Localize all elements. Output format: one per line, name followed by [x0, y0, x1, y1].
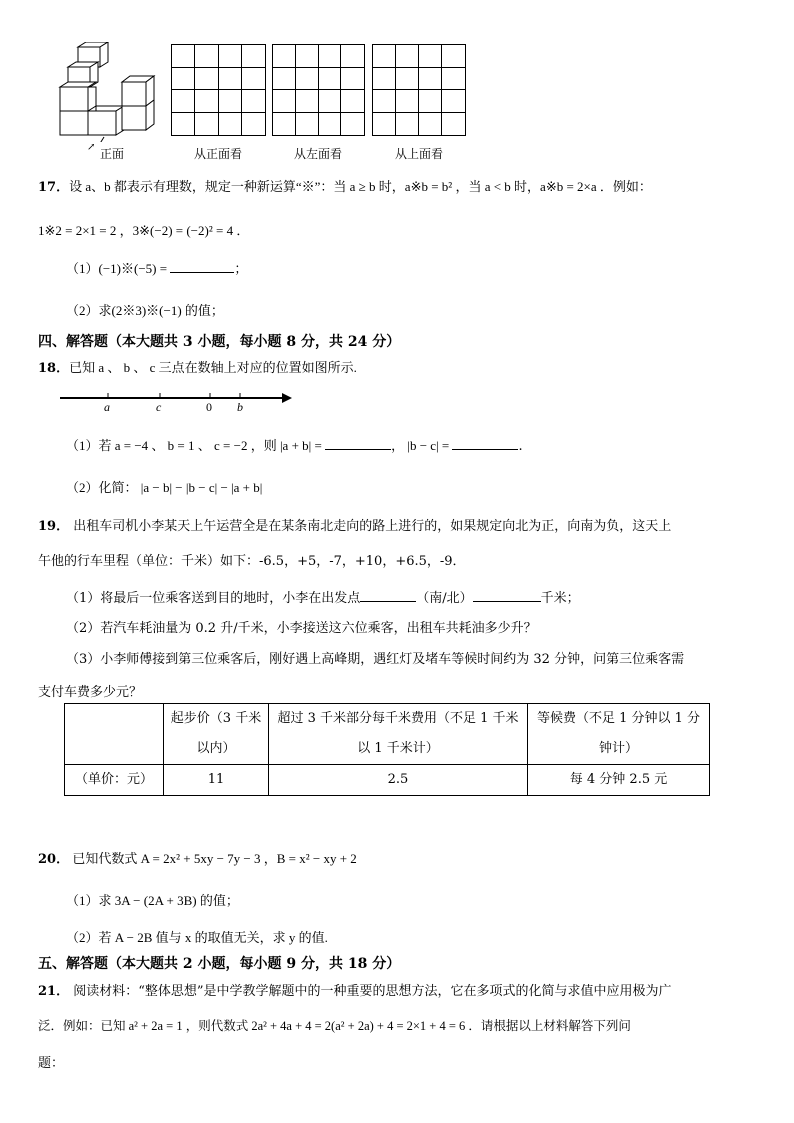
top-view-grid[interactable] — [372, 44, 466, 136]
q17-part1: （1）(−1)※(−5) = ； — [66, 261, 248, 277]
q21-line2: 泛．例如：已知 a² + 2a = 1 ，则代数式 2a² + 4a + 4 = 2(a² + 2a) + 4 = 2×1 + 4 = 6 ．请根据以上材料解答下列问 — [38, 1019, 631, 1033]
q21-line3: 题： — [38, 1056, 65, 1071]
left-view-grid[interactable] — [272, 44, 365, 136]
q17-example: 1※2 = 2×1 = 2 ，3※(−2) = (−2)² = 4 ． — [38, 223, 250, 238]
q20-text: 20． 已知代数式 A = 2x² + 5xy − 7y − 3 ，B = x² − xy + 2 — [38, 851, 357, 867]
q19-part3-line1: （3）小李师傅接到第三位乘客后，刚好遇上高峰期，遇红灯及堵车等候时间约为 32 分钟，问第三位乘客需 — [66, 652, 685, 667]
q18-part1: （1）若 a = −4 、 b = 1 、 c = −2 ，则 |a + b| = ， |b − c| = . — [66, 438, 523, 454]
table-row-label: （单价：元） — [65, 765, 164, 796]
axis-label-b: b — [237, 400, 243, 414]
table-header-blank — [65, 704, 164, 765]
q18-abs-a-plus-b-blank[interactable] — [325, 449, 391, 450]
section5-heading: 五、解答题（本大题共 2 小题，每小题 9 分，共 18 分） — [38, 956, 401, 972]
q20-part1: （1）求 3A − (2A + 3B) 的值； — [66, 893, 239, 908]
q19-direction-blank[interactable] — [360, 601, 416, 602]
front-view-caption: 从正面看 — [193, 147, 242, 161]
q19-part1: （1）将最后一位乘客送到目的地时，小李在出发点 （南/北） 千米； — [66, 591, 580, 606]
front-arrow-icon: ↗ — [87, 142, 96, 153]
axis-label-c: c — [156, 400, 162, 414]
q19-line1: 19． 出租车司机小李某天上午运营全是在某条南北走向的路上进行的，如果规定向北为正，向南为负，这天上 — [38, 519, 672, 534]
cube-stack-figure — [56, 42, 166, 142]
q17-part1-answer-blank[interactable] — [170, 272, 234, 273]
table-header-extra-km: 超过 3 千米部分每千米费用（不足 1 千米以 1 千米计） — [269, 704, 528, 765]
table-row — [65, 704, 710, 765]
table-cell-start-fare: 11 — [164, 765, 269, 796]
q17-line1: 17．设 a、b 都表示有理数，规定一种新运算“※”：当 a ≥ b 时，a※b = b² ，当 a < b 时，a※b = 2×a ．例如： — [38, 179, 652, 195]
axis-label-zero: 0 — [206, 400, 212, 414]
section4-heading: 四、解答题（本大题共 3 小题，每小题 8 分，共 24 分） — [38, 334, 401, 350]
table-header-start-fare: 起步价（3 千米以内） — [164, 704, 269, 765]
number-line — [56, 388, 296, 414]
q21-line1: 21． 阅读材料：“整体思想”是中学教学解题中的一种重要的思想方法，它在多项式的化简与求值中应用极为广 — [38, 984, 672, 999]
top-view-caption: 从上面看 — [394, 147, 443, 161]
q19-distance-blank[interactable] — [473, 601, 541, 602]
table-cell-extra-km: 2.5 — [269, 765, 528, 796]
q20-part2: （2）若 A − 2B 值与 x 的取值无关，求 y 的值. — [66, 930, 328, 945]
q18-text: 18．已知 a 、 b 、 c 三点在数轴上对应的位置如图所示. — [38, 360, 357, 376]
q19-line2: 午他的行车里程（单位：千米）如下：-6.5，+5，-7，+10，+6.5，-9． — [38, 554, 466, 569]
table-header-waiting-fee: 等候费（不足 1 分钟以 1 分钟计） — [528, 704, 710, 765]
q19-part3-line2: 支付车费多少元？ — [38, 685, 143, 700]
front-view-grid[interactable] — [171, 44, 266, 136]
q18-part2: （2）化简： |a − b| − |b − c| − |a + b| — [66, 480, 263, 495]
axis-label-a: a — [104, 400, 110, 414]
q19-part2: （2）若汽车耗油量为 0.2 升/千米，小李接送这六位乘客，出租车共耗油多少升？ — [66, 621, 537, 636]
fare-table — [64, 703, 710, 796]
front-label: 正面 — [100, 147, 125, 161]
table-row — [65, 765, 710, 796]
q17-part2: （2）求(2※3)※(−1) 的值； — [66, 303, 224, 318]
table-cell-waiting-fee: 每 4 分钟 2.5 元 — [528, 765, 710, 796]
left-view-caption: 从左面看 — [293, 147, 342, 161]
q18-abs-b-minus-c-blank[interactable] — [452, 449, 518, 450]
